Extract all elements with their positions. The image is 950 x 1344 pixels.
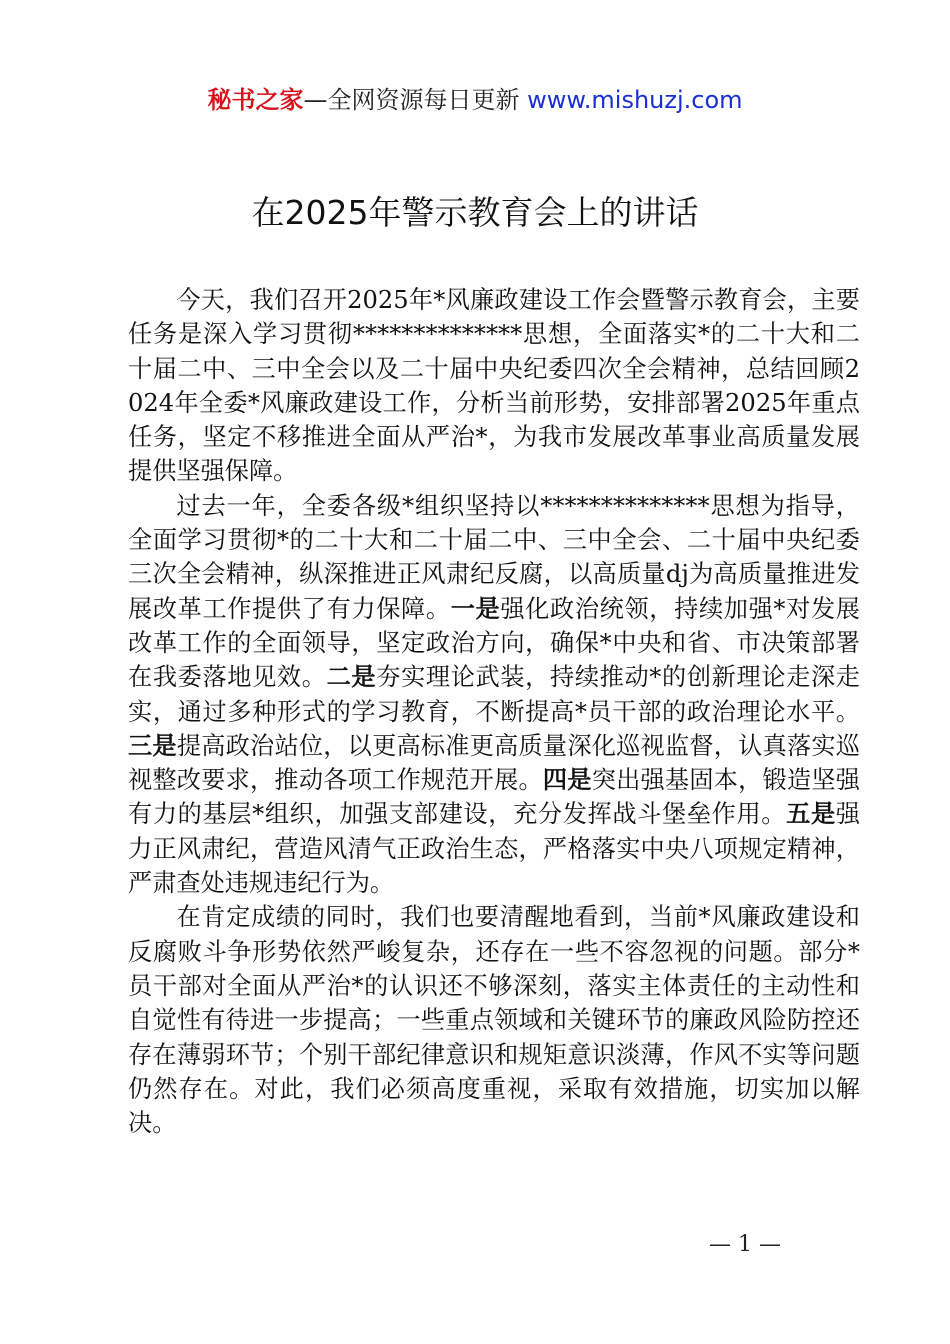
site-url-link[interactable]: www.mishuzj.com	[527, 86, 743, 114]
point-3-text: 提高政治站位，以更高标准更高质量深化巡视监督，认真落实巡视整改要求，推动各项工作规范开展。	[128, 731, 860, 795]
achievements-intro: 过去一年，全委各级*组织坚持以**************思想为指导，全面学习贯彻*的二十大和二十届二中、三中全会、二十届中央纪委三次全会精神，纵深推进正风肃纪反腐，以高质量dj为高质量推进发展改革工作提供了有力保障。	[128, 491, 860, 623]
paragraph-achievements	[128, 489, 860, 901]
site-header	[0, 80, 950, 115]
point-4-text: 突出强基固本，锻造坚强有力的基层*组织，加强支部建设，充分发挥战斗堡垒作用。	[128, 766, 860, 829]
point-5-keyword: 五是	[786, 800, 836, 829]
point-5-text: 强力正风肃纪，营造风清气正政治生态，严格落实中央八项规定精神，严肃查处违规违纪行为。	[128, 800, 860, 898]
point-4-keyword: 四是	[542, 766, 592, 795]
paragraph-intro: 今天，我们召开2025年*风廉政建设工作会暨警示教育会，主要任务是深入学习贯彻**************思想，全面落实*的二十大和二十届二中、三中全会以及二十届中央纪委四次全会精神，总结回顾2024年全委*风廉政建设工作，分析当前形势，安排部署2025年重点任务，坚定不移推进全面从严治*，为我市发展改革事业高质量发展提供坚强保障。	[128, 286, 860, 486]
point-3-keyword: 三是	[128, 731, 177, 760]
paragraph-problems: 在肯定成绩的同时，我们也要清醒地看到，当前*风廉政建设和反腐败斗争形势依然严峻复杂，还存在一些不容忽视的问题。部分*员干部对全面从严治*的认识还不够深刻，落实主体责任的主动性和自觉性有待进一步提高；一些重点领域和关键环节的廉政风险防控还存在薄弱环节；个别干部纪律意识和规矩意识淡薄，作风不实等问题仍然存在。对此，我们必须高度重视，采取有效措施，切实加以解决。	[128, 903, 860, 1138]
site-brand: 秘书之家	[207, 86, 304, 114]
point-1-keyword: 一是	[450, 594, 501, 623]
point-1-text: 强化政治统领，持续加强*对发展改革工作的全面领导，坚定政治方向，确保*中央和省、市决策部署在我委落地见效。	[128, 594, 860, 692]
page-number: — 1 —	[709, 1232, 781, 1257]
document-body	[128, 283, 860, 1140]
site-slogan: —全网资源每日更新	[303, 86, 520, 114]
point-2-keyword: 二是	[326, 663, 377, 692]
point-2-text: 夯实理论武装，持续推动*的创新理论走深走实，通过多种形式的学习教育，不断提高*员干部的政治理论水平。	[128, 663, 860, 726]
document-title: 在2025年警示教育会上的讲话	[251, 193, 699, 232]
